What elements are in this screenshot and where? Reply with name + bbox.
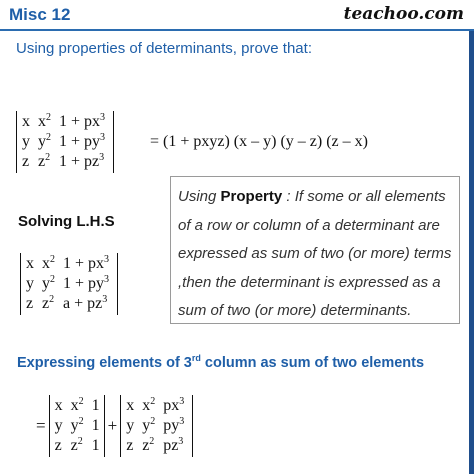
property-label: Property	[220, 188, 283, 205]
side-accent-bar	[469, 31, 474, 474]
right-hand-side: = (1 + pxyz) (x – y) (y – z) (z – x)	[150, 133, 368, 150]
expressing-heading: Expressing elements of 3rd column as sum of two elements	[17, 353, 425, 371]
matrix-row	[53, 436, 102, 456]
matrix-row	[24, 254, 115, 274]
matrix-cell: 1	[91, 397, 100, 414]
matrix-cell: $1 + py^3$	[59, 132, 106, 150]
matrix-cell: $y^2$	[42, 274, 55, 292]
determinant-matrix	[53, 396, 102, 456]
matrix-cell: $z^2$	[142, 436, 155, 454]
matrix-cell: 1	[91, 437, 100, 454]
left-determinant	[49, 395, 105, 457]
expansion-equation	[33, 395, 193, 457]
determinant-bars	[20, 253, 118, 315]
matrix-cell: x	[54, 397, 63, 414]
plus-sign: +	[107, 416, 118, 435]
matrix-cell: x	[22, 113, 30, 130]
matrix-row	[20, 112, 111, 132]
matrix-cell: $pz^3$	[163, 436, 184, 454]
question-determinant	[16, 111, 114, 178]
matrix-cell: $px^3$	[163, 396, 185, 414]
question-text: Using properties of determinants, prove that:	[16, 40, 312, 57]
section-title: Misc 12	[9, 5, 71, 24]
matrix-cell: z	[54, 437, 62, 454]
matrix-cell: x	[26, 255, 34, 272]
property-text: : If some or all elements of a row or column of a determinant are expressed as sum of two (or more) terms ,then the determinant is expressed as a sum of two (or more) determinants.	[178, 188, 452, 320]
matrix-cell: $y^2$	[70, 416, 84, 434]
matrix-cell: $z^2$	[42, 294, 55, 312]
matrix-cell: $1 + px^3$	[59, 112, 106, 130]
matrix-cell: z	[126, 437, 134, 454]
matrix-cell: $y^2$	[38, 132, 51, 150]
matrix-cell: y	[126, 417, 135, 434]
matrix-row	[20, 152, 111, 172]
matrix-cell: $1 + px^3$	[63, 254, 110, 272]
matrix-cell: $z^2$	[70, 436, 83, 454]
determinant-matrix	[124, 396, 190, 456]
matrix-row	[124, 416, 190, 436]
matrix-cell: z	[26, 295, 34, 312]
matrix-row	[53, 416, 102, 436]
matrix-cell: $a + pz^3$	[63, 294, 108, 312]
determinant-bars	[16, 111, 114, 173]
matrix-cell: $x^2$	[70, 396, 84, 414]
matrix-row	[24, 294, 115, 314]
matrix-row	[124, 396, 190, 416]
matrix-cell: y	[54, 417, 63, 434]
determinant-matrix	[20, 112, 111, 172]
equals-sign: =	[36, 416, 46, 435]
matrix-cell: $x^2$	[38, 112, 51, 130]
matrix-cell: $z^2$	[38, 152, 51, 170]
determinant-matrix	[24, 254, 115, 314]
matrix-cell: $x^2$	[42, 254, 55, 272]
matrix-cell: $1 + pz^3$	[59, 152, 105, 170]
matrix-cell: y	[22, 133, 30, 150]
matrix-cell: z	[22, 153, 30, 170]
matrix-row	[124, 436, 190, 456]
solving-heading: Solving L.H.S	[18, 213, 115, 230]
matrix-cell: $y^2$	[142, 416, 156, 434]
brand-logo: teachoo.com	[343, 4, 464, 24]
matrix-cell: $x^2$	[142, 396, 156, 414]
matrix-cell: x	[126, 397, 135, 414]
matrix-cell: 1	[91, 417, 100, 434]
matrix-row	[20, 132, 111, 152]
right-determinant	[120, 395, 193, 457]
matrix-row	[24, 274, 115, 294]
header-divider	[0, 29, 474, 31]
matrix-row	[53, 396, 102, 416]
matrix-cell: $py^3$	[163, 416, 185, 434]
matrix-cell: y	[26, 275, 34, 292]
matrix-cell: $1 + py^3$	[63, 274, 110, 292]
lhs-determinant	[20, 253, 118, 320]
property-note-box: Using Property : If some or all elements of a row or column of a determinant are expressed as sum of two (or more) terms ,then the determinant is expressed as a sum of two (or more) determinants.	[170, 176, 460, 324]
